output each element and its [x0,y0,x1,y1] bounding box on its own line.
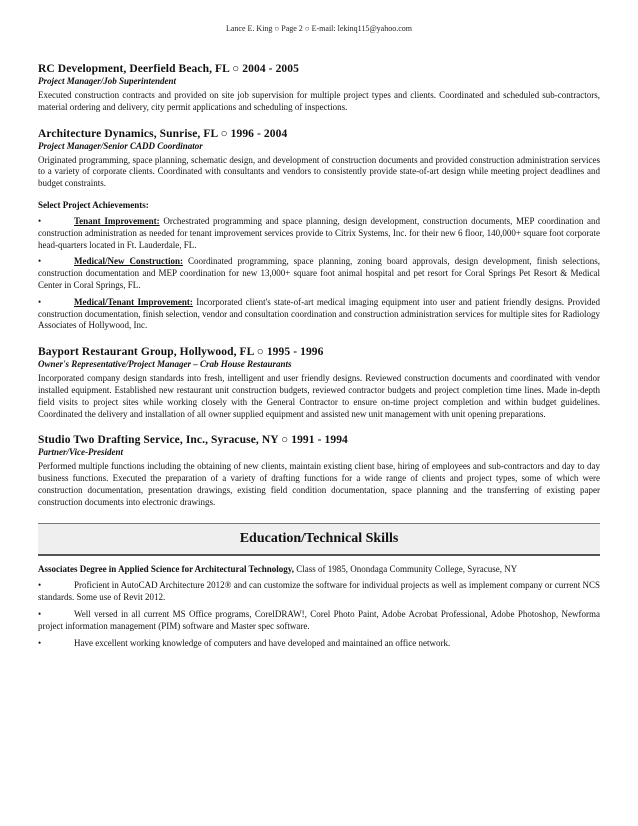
achievement-text: Incorporated client's state-of-art medical imaging equipment into user and patient friendly designs. Provided construction documentation, finish selection, vendor and consultation coordination and construction administration services for multiple sites for Radiology Associates of Hollywood, Inc. [38,296,600,331]
job-description: Executed construction contracts and provided on site job supervision for multiple project types and clients. Coordinated and scheduled sub-contractors, material ordering and delivery, city permit applications and scheduling of inspections. [38,90,600,112]
achievement-item [38,297,600,332]
achievement-lead: Medical/Tenant Improvement: [74,296,193,307]
bullet-icon: • [38,580,42,591]
skill-text: Well versed in all current MS Office programs, CorelDRAW!, Corel Photo Paint, Adobe Acrobat Professional, Adobe Photoshop, Newforma project information management (PIM) software and Master spec software. [38,608,600,631]
job-entry [38,346,600,420]
achievement-item [38,216,600,251]
bullet-icon: • [38,256,42,267]
bullet-icon: • [38,637,42,648]
section-bar [38,523,600,556]
job-entry [38,63,600,114]
job-title: RC Development, Deerfield Beach, FL ○ 2004 - 2005 [38,63,299,75]
job-description: Incorporated company design standards into fresh, intelligent and user friendly designs. Reviewed construction documents and coordinated with vendor installed equipment. Established new restaurant unit construction budgets, reviewed contractor budgets and project completion time lines. Made in-depth field visits to project sites while working closely with the General Contractor to ensure on-time project completion and within budget guidelines. Coordinated the delivery and installation of all owner supplied equipment and assisted new unit management with unit opening preparations. [38,373,600,419]
achievement-text: Coordinated programming, space planning, zoning board approvals, design development, finish selections, construction documentation and MEP coordination for new 13,000+ square foot animal hospital and pet resort for Coral Springs Pet Resort & Medical Center in Coral Springs, FL. [38,256,601,290]
job-role: Project Manager/Job Superintendent [38,76,177,86]
degree-detail: Class of 1985, Onondaga Community College, Syracuse, NY [294,563,518,574]
skill-item [38,609,600,633]
achievement-lead: Tenant Improvement: [74,215,160,226]
achievement-text: Orchestrated programming and space planning, design development, construction documents, MEP coordination and construction administration as needed for tenant improvement services provide to Citrix Systems, Inc. for their new 6 floor, 140,000+ square foot corporate head-quarters located in Ft. Lauderdale, FL. [38,215,600,250]
section-title: Education/Technical Skills [239,530,399,546]
job-role: Partner/Vice-President [38,447,123,458]
achievements-heading: Select Project Achievements: [38,199,149,210]
skill-text: Have excellent working knowledge of computers and have developed and maintained an office network. [74,637,451,648]
job-role: Project Manager/Senior CADD Coordinator [38,140,203,151]
degree-line [38,564,600,576]
job-role: Owner's Representative/Project Manager – Crab House Restaurants [38,359,292,370]
bullet-icon: • [38,296,42,307]
job-title: Bayport Restaurant Group, Hollywood, FL ○ 1995 - 1996 [38,346,324,359]
job-title: Studio Two Drafting Service, Inc., Syracuse, NY ○ 1991 - 1994 [38,434,348,447]
skill-text: Proficient in AutoCAD Architecture 2012® and can customize the software for individual projects as well as implement company or current NCS standards. Some use of Revit 2012. [38,580,600,603]
achievement-lead: Medical/New Construction: [74,256,183,267]
page-header: Lance E. King ○ Page 2 ○ E-mail: lekinq115@yahoo.com [225,24,413,33]
job-title: Architecture Dynamics, Sunrise, FL ○ 1996 - 2004 [38,127,288,140]
skill-item [38,580,600,604]
achievement-item [38,256,600,291]
bullet-icon: • [38,215,42,226]
degree-title: Associates Degree in Applied Science for Architectural Technology, [38,563,294,574]
job-description: Performed multiple functions including the obtaining of new clients, maintain existing client base, hiring of employees and sub-contractors and day to day business functions. Executed the preparation of a variety of drafting functions for a wide range of clients and project types, some of which were construction documentation, presentation drawings, existing field condition documentation, space planning and the transferring of existing paper construction documents into electronic drawings. [38,461,600,507]
job-description: Originated programming, space planning, schematic design, and development of construction documents and provided construction administration services to a variety of corporate clients. Coordinated with consultants and vendors to consistently provide state-of-art design while meeting project deadlines and budget constraints. [38,154,600,189]
job-entry [38,128,600,333]
job-entry [38,434,600,508]
bullet-icon: • [38,608,42,619]
skill-item [38,638,600,650]
